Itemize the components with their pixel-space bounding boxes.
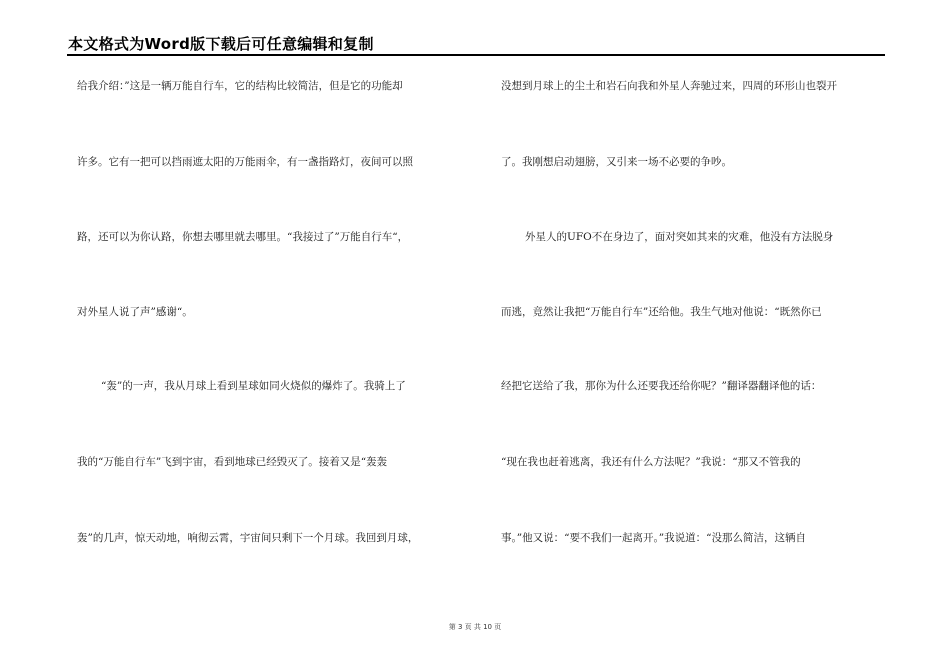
text-line: 没想到月球上的尘土和岩石向我和外星人奔驰过来，四周的环形山也裂开 [501,80,837,92]
text-line: 给我介绍：”这是一辆万能自行车，它的结构比较简洁，但是它的功能却 [77,80,403,92]
text-line: “轰”的一声，我从月球上看到星球如同火烧似的爆炸了。我骑上了 [101,380,406,392]
header-divider [67,54,885,56]
text-line: 对外星人说了声”感谢“。 [77,306,193,318]
text-line: 外星人的UFO不在身边了，面对突如其来的灾难，他没有方法脱身 [525,231,834,243]
text-line: 我的“万能自行车”飞到宇宙，看到地球已经毁灭了。接着又是“轰轰 [77,456,388,468]
text-line: 经把它送给了我，那你为什么还要我还给你呢？”翻译器翻译他的话： [501,380,822,392]
text-line: 而逃，竟然让我把“万能自行车”还给他。我生气地对他说：“既然你已 [501,306,822,318]
text-line: 许多。它有一把可以挡雨遮太阳的万能雨伞，有一盏指路灯，夜间可以照 [77,156,413,168]
header-title: 本文格式为Word版下载后可任意编辑和复制 [68,35,374,53]
text-line: 了。我刚想启动翅膀，又引来一场不必要的争吵。 [501,156,732,168]
text-line: “现在我也赶着逃离，我还有什么方法呢？”我说：“那又不管我的 [501,456,801,468]
text-line: 轰”的几声，惊天动地，响彻云霄，宇宙间只剩下一个月球。我回到月球， [77,532,419,544]
text-line: 路，还可以为你认路，你想去哪里就去哪里。“我接过了”万能自行车“， [77,231,409,243]
page-number: 第 3 页 共 10 页 [448,623,502,631]
text-line: 事。”他又说：“要不我们一起离开。”我说道：“没那么简洁，这辆自 [501,532,806,544]
